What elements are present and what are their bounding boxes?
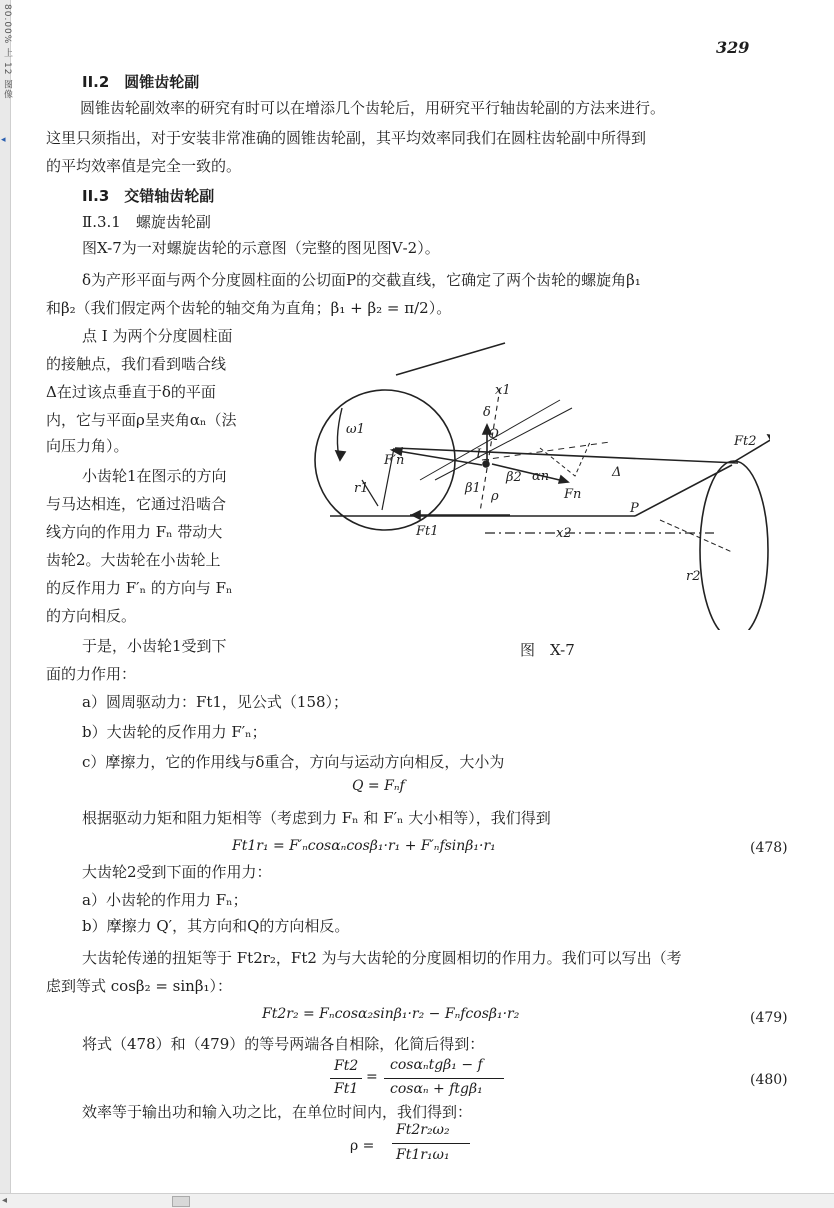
book-page (12, 0, 834, 1193)
helix-line-2 (435, 408, 572, 480)
eq480-rhs-numerator: cosαₙtgβ₁ − f (390, 1057, 483, 1073)
paragraph-4-line-4: 内，它与平面ρ呈夹角αₙ（法 (46, 411, 237, 429)
paragraph-6-line-1: 于是，小齿轮1受到下 (82, 637, 227, 655)
eq480-equals: = (366, 1069, 378, 1085)
paragraph-10: 将式（478）和（479）的等号两端各自相除，化简后得到： (82, 1035, 485, 1053)
eq-rho-lhs: ρ = (350, 1138, 375, 1154)
eq480-rhs-fraction-bar (384, 1078, 504, 1079)
heading-ii-3: II.3 交错轴齿轮副 (82, 187, 215, 205)
scrollbar-thumb[interactable] (172, 1196, 190, 1207)
label-beta2: β2 (506, 470, 522, 485)
paragraph-4-line-5: 向压力角）。 (46, 437, 129, 455)
eq480-lhs-numerator: Ft2 (334, 1058, 359, 1074)
label-beta1: β1 (465, 481, 481, 496)
paragraph-3-line-1: δ为产形平面与两个分度圆柱面的公切面P的交截直线，它确定了两个齿轮的螺旋角β₁ (82, 271, 641, 289)
list1-item-b: b）大齿轮的反作用力 F′ₙ； (82, 723, 267, 741)
list1-item-c: c）摩擦力，它的作用线与δ重合，方向与运动方向相反，大小为 (82, 753, 505, 771)
equation-478: Ft1r₁ = F′ₙcosαₙcosβ₁·r₁ + F′ₙfsinβ₁·r₁ (232, 838, 496, 854)
paragraph-2: 图X-7为一对螺旋齿轮的示意图（完整的图见图Ⅴ-2）。 (82, 239, 440, 257)
label-ft2: Ft2 (734, 434, 757, 449)
equation-478-number: (478) (750, 840, 788, 856)
tangent-upper-line (395, 448, 738, 463)
eq-rho-fraction-bar (392, 1143, 470, 1144)
label-i: I (476, 447, 482, 462)
label-rho: ρ (491, 489, 499, 504)
page-number: 329 (716, 38, 750, 57)
eq480-rhs-denominator: cosαₙ + ftgβ₁ (390, 1081, 483, 1097)
left-arrow-icon[interactable]: ◂ (1, 135, 6, 145)
heading-ii-3-1: Ⅱ.3.1 螺旋齿轮副 (82, 213, 211, 231)
horizontal-scrollbar[interactable] (0, 1193, 834, 1208)
viewer-zoom-text: 80.00% 上 12 图像 (2, 4, 12, 100)
label-r2: r2 (686, 569, 701, 584)
paragraph-5-line-4: 齿轮2。大齿轮在小齿轮上 (46, 551, 221, 569)
eq480-lhs-fraction-bar (330, 1078, 362, 1079)
paragraph-1-line-2: 这里只须指出，对于安装非常准确的圆锥齿轮副，其平均效率同我们在圆柱齿轮副中所得到 (46, 129, 647, 147)
label-p: P (630, 501, 639, 516)
paragraph-9-line-1: 大齿轮传递的扭矩等于 Ft2r₂，Ft2 为与大齿轮的分度圆相切的作用力。我们可以写出（考 (82, 949, 682, 967)
equation-479: Ft2r₂ = Fₙcosα₂sinβ₁·r₂ − Fₙfcosβ₁·r₂ (262, 1006, 520, 1022)
label-r1: r1 (354, 481, 369, 496)
label-ft1: Ft1 (416, 524, 439, 539)
paragraph-5-line-3: 线方向的作用力 Fₙ 带动大 (46, 523, 223, 541)
viewer-left-toolbar (0, 0, 11, 1193)
paragraph-4-line-2: 的接触点，我们看到啮合线 (46, 355, 227, 373)
paragraph-11: 效率等于输出功和输入功之比，在单位时间内，我们得到： (82, 1103, 473, 1121)
scroll-left-icon[interactable]: ◂ (2, 1195, 8, 1206)
paragraph-5-line-2: 与马达相连，它通过沿啮合 (46, 495, 227, 513)
helical-gear-figure (310, 330, 770, 630)
r2-radius (660, 520, 732, 552)
label-fn: Fn (564, 487, 582, 502)
label-fn-prime: F′n (384, 453, 405, 468)
label-delta: δ (483, 405, 491, 420)
equation-q: Q = Fₙf (352, 778, 405, 794)
equation-479-number: (479) (750, 1010, 788, 1026)
equation-480-number: (480) (750, 1072, 788, 1088)
label-alpha-n: αn (532, 469, 550, 484)
figure-caption: 图 X-7 (520, 641, 575, 659)
paragraph-4-line-1: 点 I 为两个分度圆柱面 (82, 327, 233, 345)
label-omega1: ω1 (346, 422, 365, 437)
paragraph-4-line-3: Δ在过该点垂直于δ的平面 (46, 383, 216, 401)
paragraph-5-line-6: 的方向相反。 (46, 607, 137, 625)
list2-item-a: a）小齿轮的作用力 Fₙ； (82, 891, 248, 909)
paragraph-6-line-2: 面的力作用： (46, 665, 137, 683)
gear-wheel-ellipse (700, 461, 768, 630)
eq-rho-denominator: Ft1r₁ω₁ (396, 1147, 450, 1163)
label-q: Q (488, 427, 499, 442)
paragraph-5-line-5: 的反作用力 F′ₙ 的方向与 Fₙ (46, 579, 233, 597)
paragraph-1-line-3: 的平均效率值是完全一致的。 (46, 157, 242, 175)
pinion-top-tangent (396, 343, 505, 375)
list2-item-b: b）摩擦力 Q′，其方向和Q的方向相反。 (82, 917, 350, 935)
heading-ii-2: II.2 圆锥齿轮副 (82, 73, 200, 91)
paragraph-1-line-1: 圆锥齿轮副效率的研究有时可以在增添几个齿轮后，用研究平行轴齿轮副的方法来进行。 (80, 99, 666, 117)
paragraph-8: 大齿轮2受到下面的作用力： (82, 863, 272, 881)
omega-arrowhead (336, 451, 345, 460)
eq-rho-numerator: Ft2r₂ω₂ (396, 1122, 450, 1138)
paragraph-5-line-1: 小齿轮1在图示的方向 (82, 467, 227, 485)
label-x2: x2 (556, 526, 572, 541)
eq480-lhs-denominator: Ft1 (334, 1081, 359, 1097)
paragraph-3-line-2: 和β₂（我们假定两个齿轮的轴交角为直角；β₁ + β₂ = π/2）。 (46, 299, 452, 317)
label-Delta: Δ (612, 465, 622, 480)
point-i (483, 461, 489, 467)
fn-vector (492, 464, 568, 482)
paragraph-7: 根据驱动力矩和阻力矩相等（考虑到力 Fₙ 和 F′ₙ 大小相等），我们得到 (82, 809, 551, 827)
label-x1: x1 (495, 383, 511, 398)
list1-item-a: a）圆周驱动力：Ft1，见公式（158）； (82, 693, 349, 711)
paragraph-9-line-2: 虑到等式 cosβ₂ = sinβ₁）： (46, 977, 233, 995)
